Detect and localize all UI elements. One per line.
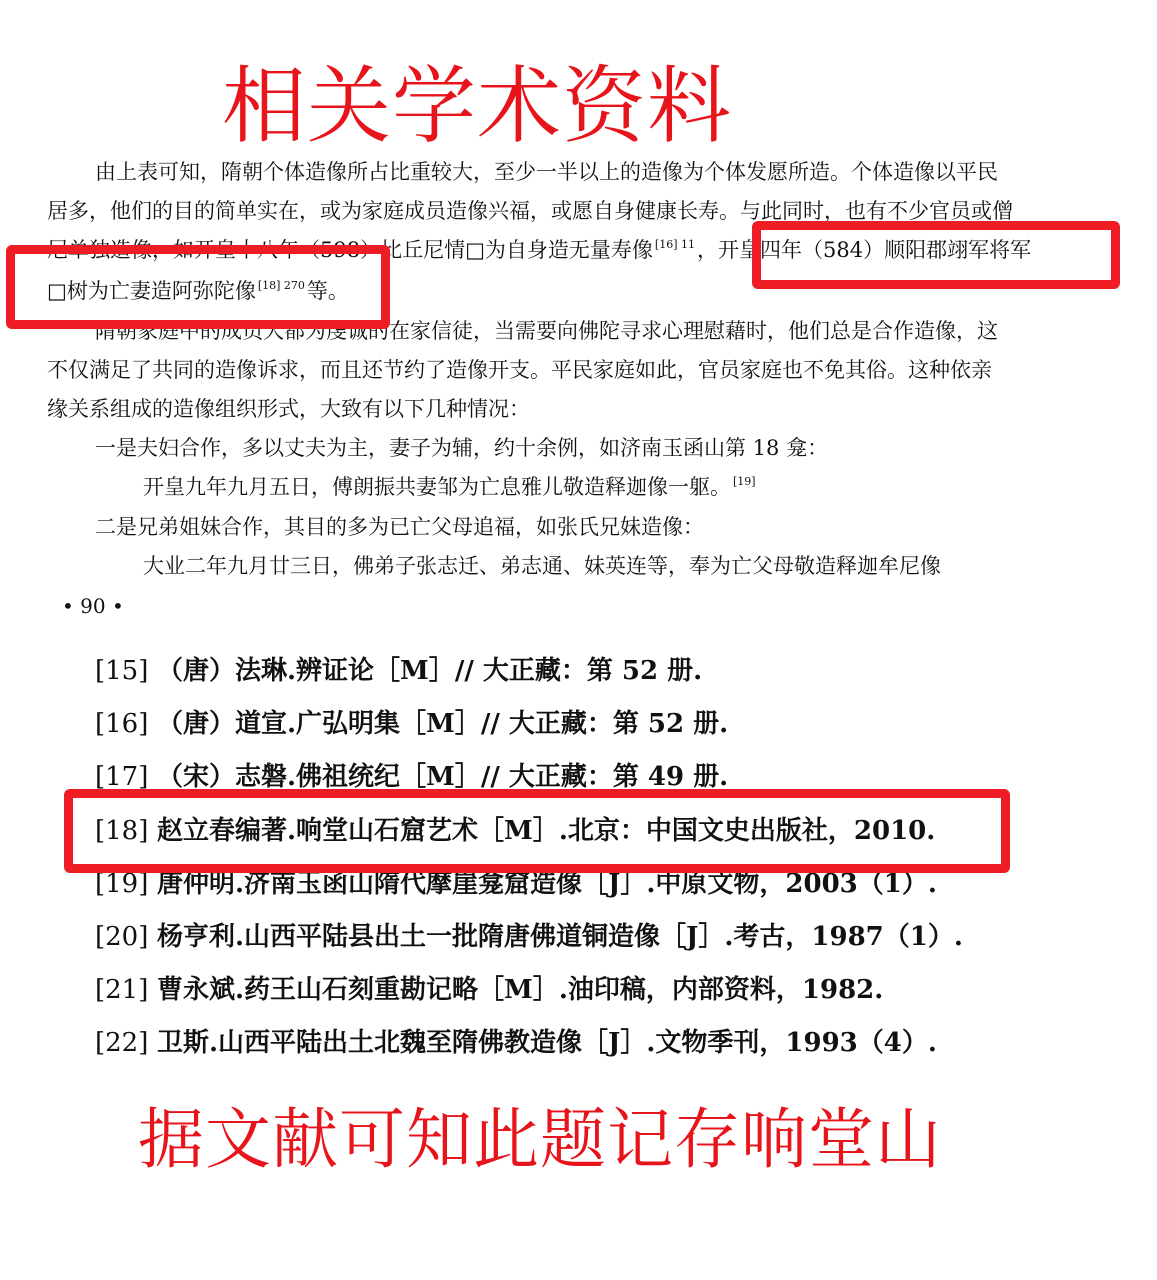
reference-text: 曹永斌.药王山石刻重勘记略［M］.油印稿，内部资料，1982. xyxy=(157,975,884,1005)
paragraph-line: 不仅满足了共同的造像诉求，而且还节约了造像开支。平民家庭如此，官员家庭也不免其俗。这种依亲 xyxy=(47,358,992,382)
reference-item xyxy=(95,972,883,1008)
paragraph-line: 由上表可知，隋朝个体造像所占比重较大，至少一半以上的造像为个体发愿所造。个体造像以平民 xyxy=(95,160,998,184)
highlight-box xyxy=(64,789,1010,873)
reference-number: [18] xyxy=(95,816,149,846)
annotation-title: 相关学术资料 xyxy=(222,57,733,155)
citation-superscript: [18] 270 xyxy=(257,279,305,292)
paragraph-line: 一是夫妇合作，多以丈夫为主，妻子为辅，约十余例，如济南玉函山第 18 龛： xyxy=(95,436,829,460)
annotation-caption: 据文献可知此题记存响堂山 xyxy=(138,1101,942,1178)
reference-number: [21] xyxy=(95,975,149,1005)
reference-item xyxy=(95,653,702,689)
reference-text: 杨亨利.山西平陆县出土一批隋唐佛道铜造像［J］.考古，1987（1）. xyxy=(157,922,963,952)
reference-text: 赵立春编著.响堂山石窟艺术［M］.北京：中国文史出版社，2010. xyxy=(157,816,936,846)
citation-superscript: [19] xyxy=(733,475,756,488)
highlight-box xyxy=(752,221,1120,289)
reference-item xyxy=(95,1025,937,1061)
reference-number: [20] xyxy=(95,922,149,952)
quote-line xyxy=(143,473,758,505)
reference-number: [17] xyxy=(95,762,149,792)
paragraph-line: 居多，他们的目的简单实在，或为家庭成员造像兴福，或愿自身健康长寿。与此同时，也有不少官员或僧 xyxy=(47,199,1013,223)
reference-text: （唐）法琳.辨证论［M］// 大正藏：第 52 册. xyxy=(157,656,703,686)
paragraph-line: 尼单独造像，如开皇十八年（598）比丘尼情□为自身造无量寿像 $^{[16] 11}$，开皇四年（584）顺阳郡翊军将军 xyxy=(47,238,1032,262)
reference-text: 卫斯.山西平陆出土北魏至隋佛教造像［J］.文物季刊，1993（4）. xyxy=(157,1028,937,1058)
highlighted-text: 开皇四年（584）顺阳郡翊军将军 xyxy=(718,238,1032,262)
paragraph-line: 二是兄弟姐妹合作，其目的多为已亡父母追福，如张氏兄妹造像： xyxy=(95,515,704,539)
reference-text: （唐）道宣.广弘明集［M］// 大正藏：第 52 册. xyxy=(157,709,729,739)
reference-item xyxy=(95,706,728,742)
reference-number: [16] xyxy=(95,709,149,739)
paragraph-line: 缘关系组成的造像组织形式，大致有以下几种情况： xyxy=(47,397,530,421)
paragraph-text: 尼单独造像，如开皇十八年（598）比丘尼情□为自身造无量寿像 xyxy=(47,238,653,262)
quote-line: 大业二年九月廿三日，佛弟子张志迁、弟志通、妹英连等，奉为亡父母敬造释迦牟尼像 xyxy=(143,554,941,578)
page-number: • 90 • xyxy=(62,594,124,618)
reference-number: [15] xyxy=(95,656,149,686)
reference-number: [22] xyxy=(95,1028,149,1058)
highlighted-text: □树为亡妻造阿弥陀像 xyxy=(47,279,256,303)
reference-number: [19] xyxy=(95,869,149,899)
quote-text: 开皇九年九月五日，傅朗振共妻邹为亡息雅儿敬造释迦像一躯。 xyxy=(143,475,731,499)
reference-text: （宋）志磐.佛祖统纪［M］// 大正藏：第 49 册. xyxy=(157,762,729,792)
reference-item xyxy=(95,919,963,955)
paragraph-line: 隋朝家庭中的成员大都为虔诚的在家信徒，当需要向佛陀寻求心理慰藉时，他们总是合作造像，这 xyxy=(95,319,998,343)
highlight-box xyxy=(6,245,390,329)
paragraph-text: 等。 xyxy=(306,279,349,303)
reference-text: 唐仲明.济南玉函山隋代摩崖龛窟造像［J］.中原文物，2003（1）. xyxy=(157,869,937,899)
citation-superscript: [16] 11 xyxy=(654,238,695,251)
